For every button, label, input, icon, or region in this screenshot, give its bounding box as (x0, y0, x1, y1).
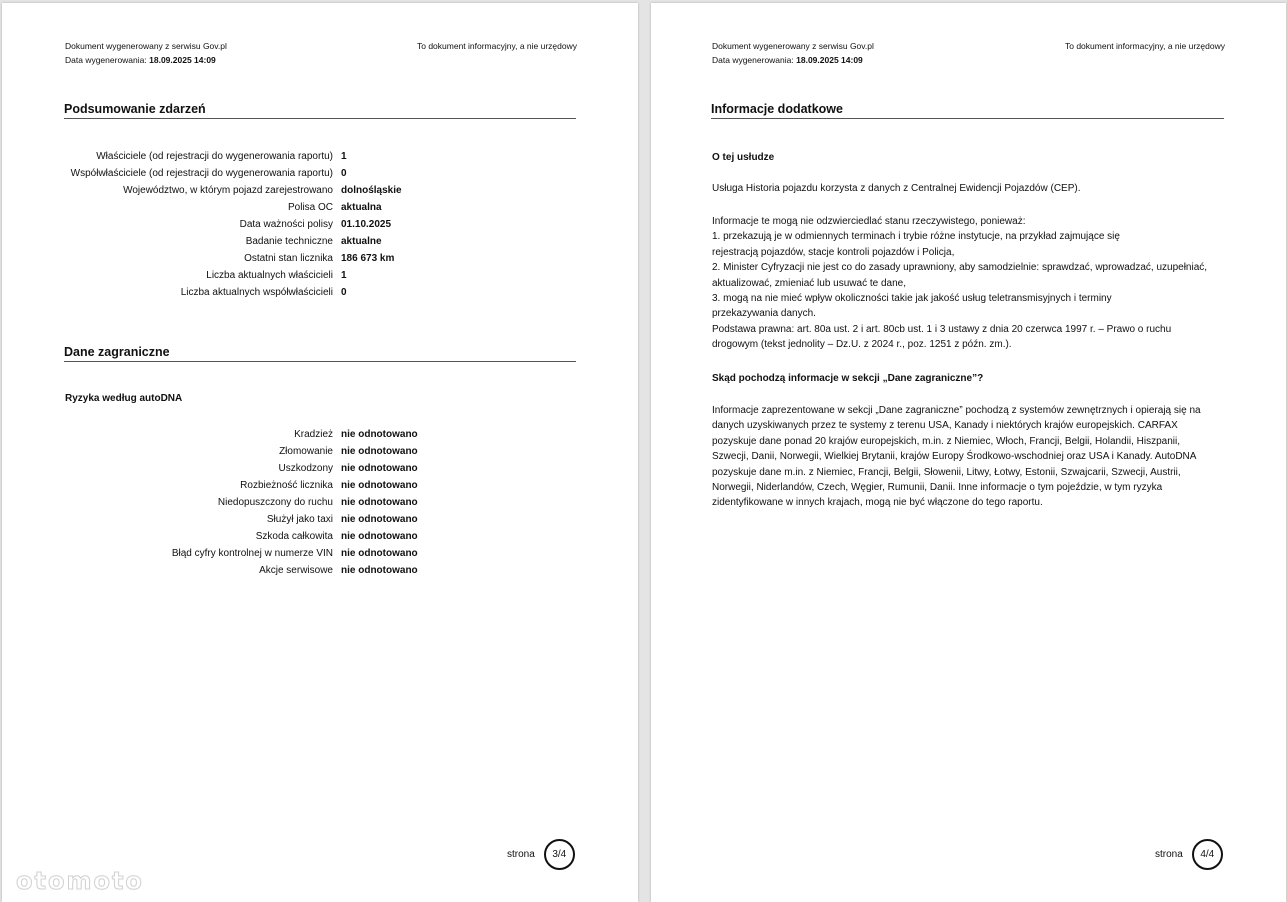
paragraph-line: Podstawa prawna: art. 80a ust. 2 i art. 80cb ust. 1 i 3 ustawy z dnia 20 czerwca 1997 r. – Prawo o ruchu (712, 323, 1172, 335)
summary-row (65, 269, 402, 282)
summary-label: Współwłaściciele (od rejestracji do wygenerowania raportu) (70, 168, 333, 179)
page-footer (1155, 839, 1223, 870)
subtitle-about-service: O tej usłudze (712, 152, 775, 163)
summary-label: Badanie techniczne (245, 236, 333, 247)
summary-value: 0 (341, 287, 347, 298)
risk-label: Kradzież (294, 429, 333, 440)
summary-label: Polisa OC (287, 202, 333, 213)
paragraph-line: pozyskuje dane m.in. z Niemiec, Francji, Belgii, Słowenii, Litwy, Łotwy, Estonii, Szwajcarii, Szwecji, Austrii, (712, 466, 1181, 478)
risk-value: nie odnotowano (341, 480, 418, 491)
header-disclaimer: To dokument informacyjny, a nie urzędowy (1064, 41, 1225, 51)
section-title-additional-info: Informacje dodatkowe (711, 102, 1224, 119)
risk-row (65, 496, 418, 509)
summary-row (65, 150, 402, 163)
footer-label: strona (507, 849, 535, 860)
risks-table (65, 428, 418, 581)
risk-label: Niedopuszczony do ruchu (217, 497, 333, 508)
header-date-value: 18.09.2025 14:09 (149, 55, 216, 65)
page-number-badge: 3/4 (544, 839, 575, 870)
summary-row (65, 235, 402, 248)
summary-label: Właściciele (od rejestracji do wygenerowania raportu) (96, 151, 333, 162)
paragraph-line: zidentyfikowane w innych krajach, mogą nie być włączone do tego raportu. (712, 497, 1043, 509)
summary-row (65, 252, 402, 265)
risk-value: nie odnotowano (341, 548, 418, 559)
paragraph-line: aktualizować, zmieniać lub usuwać te dane, (712, 277, 906, 289)
risk-value: nie odnotowano (341, 565, 418, 576)
summary-label: Ostatni stan licznika (244, 253, 333, 264)
paragraph-line: rejestracją pojazdów, stacje kontroli pojazdów i Policja, (712, 246, 955, 258)
risk-value: nie odnotowano (341, 429, 418, 440)
summary-row (65, 167, 402, 180)
footer-label: strona (1155, 849, 1183, 860)
page-footer (507, 839, 575, 870)
subtitle-foreign-source: Skąd pochodzą informacje w sekcji „Dane zagraniczne”? (712, 373, 984, 384)
risk-row (65, 445, 418, 458)
document-page-4 (651, 3, 1286, 902)
header-source: Dokument wygenerowany z serwisu Gov.pl (65, 41, 227, 51)
paragraph-line: danych uzyskiwanych przez te systemy z terenu USA, Kanady i niektórych krajów europejskich. CARFAX (712, 420, 1178, 432)
about-paragraph (712, 181, 1226, 196)
paragraph-line: 3. mogą na nie mieć wpływ okoliczności takie jak jakość usług teletransmisyjnych i terminy (712, 293, 1112, 305)
risk-label: Rozbieżność licznika (240, 480, 333, 491)
risk-row (65, 530, 418, 543)
paragraph-line: Norwegii, Niderlandów, Czech, Węgier, Rumunii, Danii. Inne informacje o tym pojeździe, w tym ryzyka (712, 482, 1163, 494)
risk-label: Uszkodzony (278, 463, 333, 474)
summary-label: Data ważności polisy (239, 219, 333, 230)
summary-value: 1 (341, 151, 347, 162)
risk-value: nie odnotowano (341, 531, 418, 542)
page-header-left (65, 39, 227, 67)
risk-label: Błąd cyfry kontrolnej w numerze VIN (171, 548, 333, 559)
risk-row (65, 428, 418, 441)
section-title-summary: Podsumowanie zdarzeń (64, 102, 576, 119)
paragraph-line: Informacje zaprezentowane w sekcji „Dane zagraniczne” pochodzą z systemów zewnętrznych i opierają się na (712, 405, 1201, 416)
summary-row (65, 201, 402, 214)
summary-table (65, 150, 402, 303)
header-date (712, 53, 874, 67)
header-source: Dokument wygenerowany z serwisu Gov.pl (712, 41, 874, 51)
summary-value: 0 (341, 168, 347, 179)
foreign-source-paragraph (712, 403, 1226, 511)
header-date-value: 18.09.2025 14:09 (796, 55, 863, 65)
about-text: Usługa Historia pojazdu korzysta z danych z Centralnej Ewidencji Pojazdów (CEP). (712, 183, 1081, 194)
risk-value: nie odnotowano (341, 446, 418, 457)
header-date-label: Data wygenerowania: (712, 55, 794, 65)
summary-row (65, 218, 402, 231)
risk-label: Służył jako taxi (266, 514, 333, 525)
risk-row (65, 547, 418, 560)
paragraph-line: Informacje te mogą nie odzwierciedlać stanu rzeczywistego, ponieważ: (712, 216, 1026, 227)
risk-row (65, 479, 418, 492)
page-number-badge: 4/4 (1192, 839, 1223, 870)
summary-label: Liczba aktualnych współwłaścicieli (180, 287, 333, 298)
document-page-3 (2, 3, 638, 902)
risk-value: nie odnotowano (341, 497, 418, 508)
summary-value: 01.10.2025 (341, 219, 392, 230)
risk-row (65, 462, 418, 475)
risk-row (65, 513, 418, 526)
risk-value: nie odnotowano (341, 514, 418, 525)
paragraph-line: Szwecji, Danii, Norwegii, Wielkiej Brytanii, krajów Europy Środkowo-wschodniej oraz USA i Kanady. AutoDNA (712, 451, 1197, 463)
summary-value: 186 673 km (341, 253, 395, 264)
summary-value: aktualne (341, 236, 382, 247)
subtitle-autodna-risks: Ryzyka według autoDNA (65, 393, 183, 404)
risk-row (65, 564, 418, 577)
header-date (65, 53, 227, 67)
summary-value: 1 (341, 270, 347, 281)
page-header-left (712, 39, 874, 67)
paragraph-line: pozyskuje dane ponad 20 krajów europejskich, m.in. z Niemiec, Włoch, Francji, Belgii, Holandii, Hiszpanii, (712, 435, 1180, 447)
summary-label: Liczba aktualnych właścicieli (206, 270, 333, 281)
summary-row (65, 286, 402, 299)
risk-value: nie odnotowano (341, 463, 418, 474)
summary-label: Województwo, w którym pojazd zarejestrowano (123, 185, 333, 196)
header-date-label: Data wygenerowania: (65, 55, 147, 65)
paragraph-line: 1. przekazują je w odmiennych terminach i trybie różne instytucje, na przykład zajmujące się (712, 231, 1120, 243)
risk-label: Złomowanie (279, 446, 333, 457)
risk-label: Akcje serwisowe (259, 565, 333, 576)
section-title-foreign: Dane zagraniczne (64, 345, 576, 362)
summary-value: dolnośląskie (341, 185, 402, 196)
paragraph-line: 2. Minister Cyfryzacji nie jest co do zasady uprawniony, aby samodzielnie: sprawdzać, wprowadzać, uzupełniać, (712, 262, 1208, 274)
paragraph-line: drogowym (tekst jednolity – Dz.U. z 2024 r., poz. 1251 z późn. zm.). (712, 339, 1012, 351)
disclaimer-paragraph (712, 214, 1226, 353)
summary-value: aktualna (341, 202, 382, 213)
summary-row (65, 184, 402, 197)
watermark-logo: otomoto (16, 867, 144, 895)
risk-label: Szkoda całkowita (255, 531, 333, 542)
header-disclaimer: To dokument informacyjny, a nie urzędowy (416, 41, 577, 51)
paragraph-line: przekazywania danych. (712, 308, 816, 320)
